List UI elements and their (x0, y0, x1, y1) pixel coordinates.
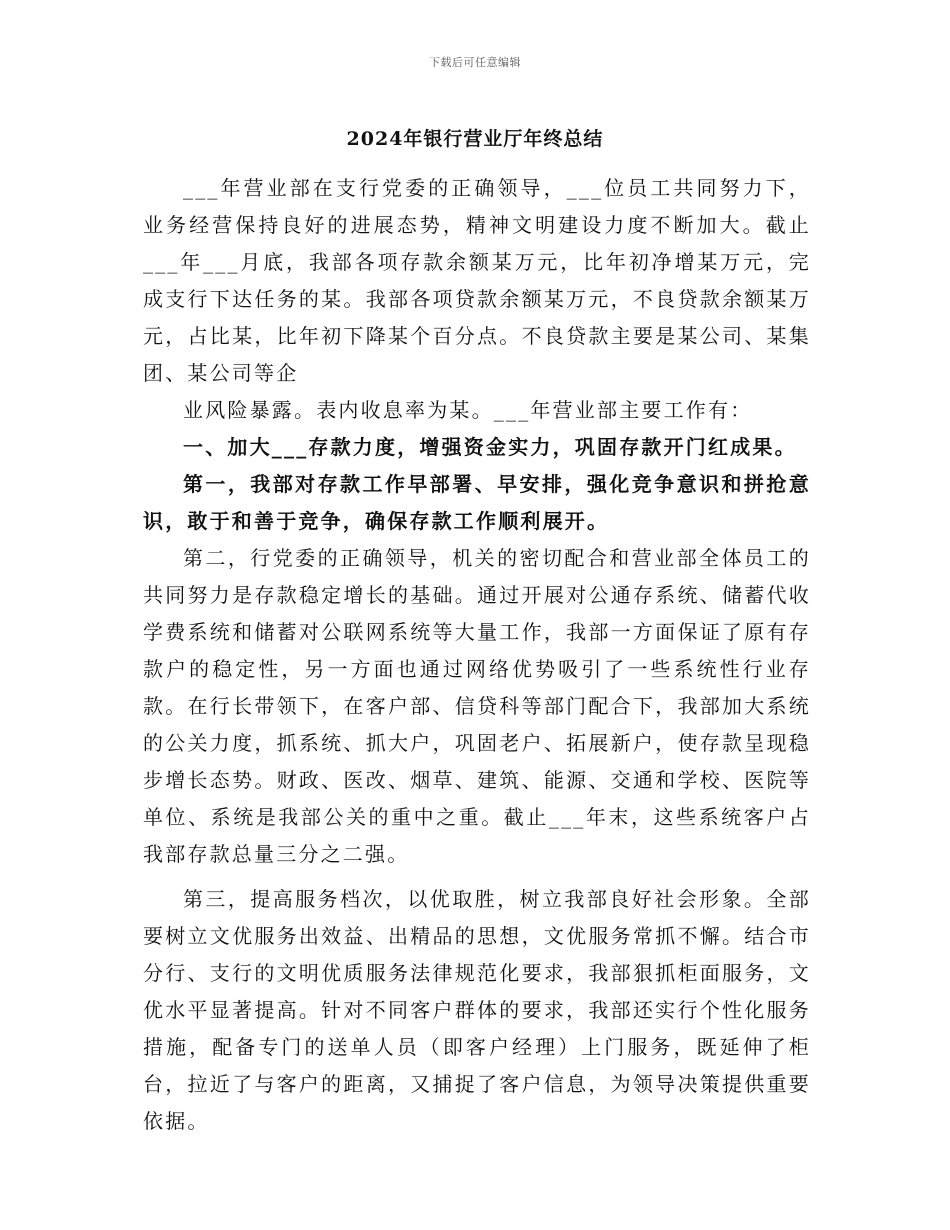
document-body (143, 170, 811, 1140)
paragraph-point-three: 第三，提高服务档次，以优取胜，树立我部良好社会形象。全部要树立文优服务出效益、出精品的思想，文优服务常抓不懈。结合市分行、支行的文明优质服务法律规范化要求，我部狠抓柜面服务，文优水平显著提高。针对不同客户群体的要求，我部还实行个性化服务措施，配备专门的送单人员（即客户经理）上门服务，既延伸了柜台，拉近了与客户的距离，又捕捉了客户信息，为领导决策提供重要依据。 (143, 887, 811, 1133)
paragraph-intro: ___年营业部在支行党委的正确领导，___位员工共同努力下，业务经营保持良好的进展态势，精神文明建设力度不断加大。截止___年___月底，我部各项存款余额某万元，比年初净增某万元，完成支行下达任务的某。我部各项贷款余额某万元，不良贷款余额某万元，占比某，比年初下降某个百分点。不良贷款主要是某公司、某集团、某公司等企 (143, 176, 811, 385)
paragraph-point-two: 第二，行党委的正确领导，机关的密切配合和营业部全体员工的共同努力是存款稳定增长的基础。通过开展对公通存系统、储蓄代收学费系统和储蓄对公联网系统等大量工作，我部一方面保证了原有存款户的稳定性，另一方面也通过网络优势吸引了一些系统性行业存款。在行长带领下，在客户部、信贷科等部门配合下，我部加大系统的公关力度，抓系统、抓大户，巩固老户、拓展新户，使存款呈现稳步增长态势。财政、医改、烟草、建筑、能源、交通和学校、医院等单位、系统是我部公关的重中之重。截止___年末，这些系统客户占我部存款总量三分之二强。 (143, 546, 811, 866)
paragraph-point-one: 第一，我部对存款工作早部署、早安排，强化竞争意识和拼抢意识，敢于和善于竞争，确保存款工作顺利展开。 (143, 472, 811, 533)
paragraph-intro-continued: 业风险暴露。表内收息率为某。___年营业部主要工作有： (183, 398, 753, 422)
page-header-note: 下载后可任意编辑 (429, 56, 521, 69)
section-heading-deposits: 一、加大___存款力度，增强资金实力，巩固存款开门红成果。 (183, 435, 797, 459)
document-title: 2024年银行营业厅年终总结 (346, 128, 604, 150)
